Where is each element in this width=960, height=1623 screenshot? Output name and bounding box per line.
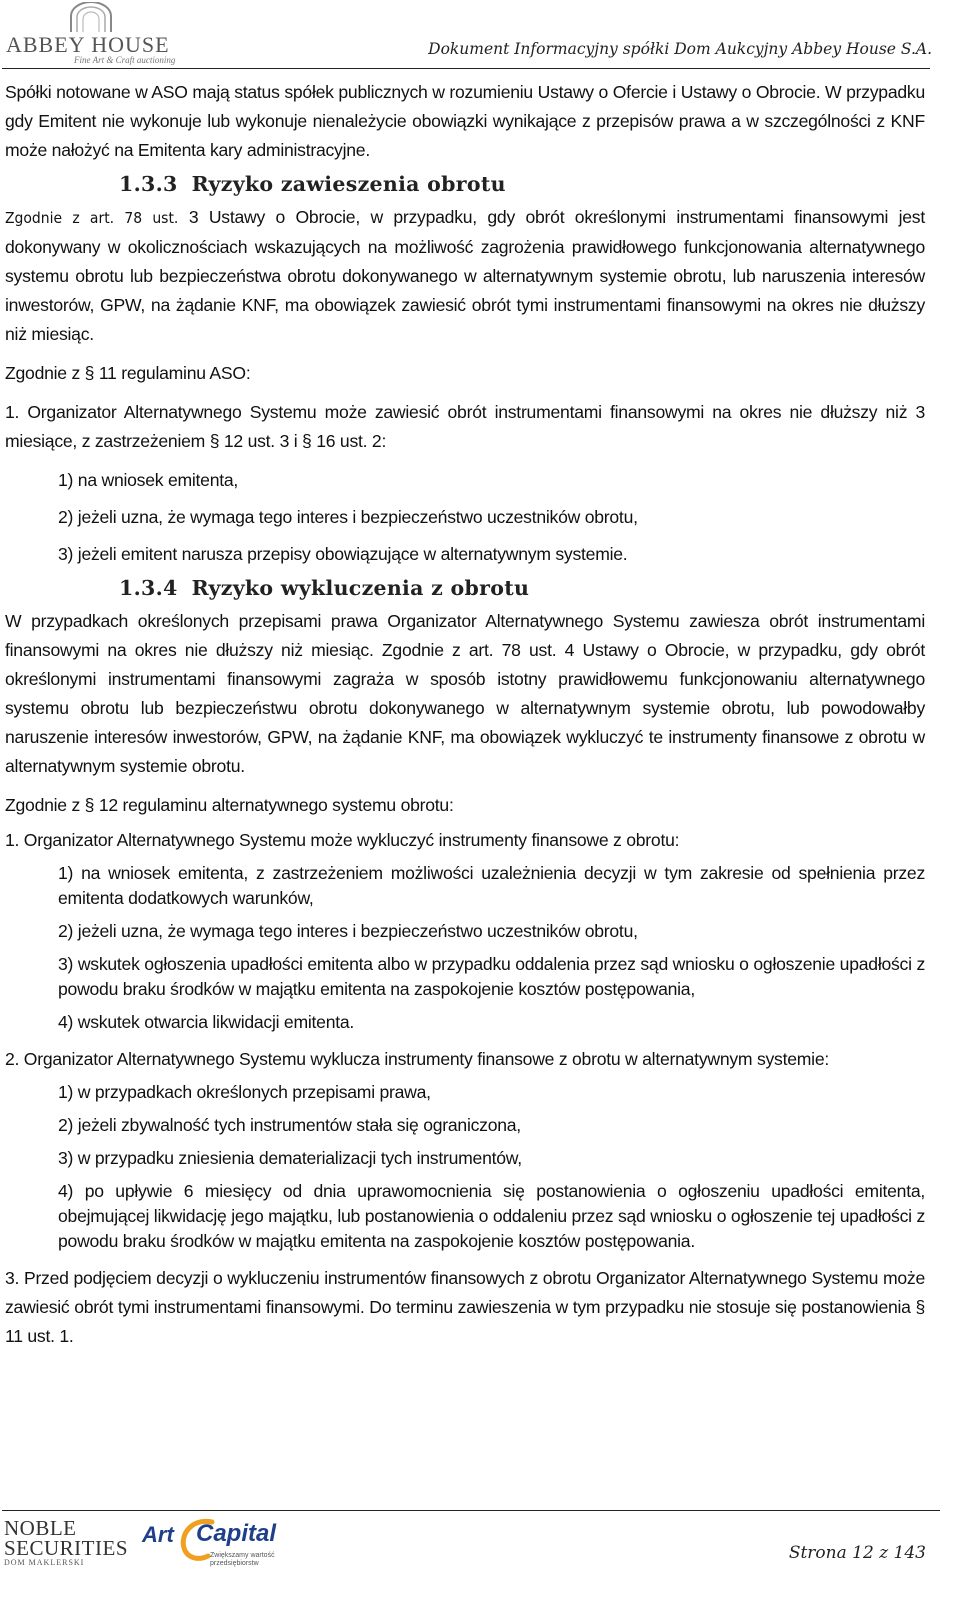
list-item: 3) jeżeli emitent narusza przepisy obowiązujące w alternatywnym systemie. <box>58 544 628 564</box>
page-header <box>0 0 960 72</box>
section-number: 1.3.4 <box>119 576 178 600</box>
list-item: 1) na wniosek emitenta, <box>58 470 239 490</box>
list-item: 4) wskutek otwarcia likwidacji emitenta. <box>58 1012 355 1032</box>
tagline-line: przedsiębiorstw <box>210 1560 259 1567</box>
paragraph-reference-12: Zgodnie z § 12 regulaminu alternatywnego systemu obrotu: <box>5 795 454 815</box>
list-suspension-grounds <box>5 466 925 569</box>
list-item: 1) na wniosek emitenta, z zastrzeżeniem możliwości uzależnienia decyzji w tym zakresie od spełnienia przez emitenta dodatkowych warunków, <box>58 863 925 908</box>
section-title: Ryzyko wykluczenia z obrotu <box>191 576 530 600</box>
list-item: 2) jeżeli uzna, że wymaga tego interes i bezpieczeństwo uczestników obrotu, <box>58 507 638 527</box>
list-exclusion-grounds <box>5 861 925 1035</box>
paragraph-clause-1: 1. Organizator Alternatywnego Systemu może wykluczyć instrumenty finansowe z obrotu: <box>5 830 680 850</box>
logo-capital: Capital <box>196 1520 277 1547</box>
list-item: 2) jeżeli zbywalność tych instrumentów stała się ograniczona, <box>58 1115 521 1135</box>
logo-name: ABBEY HOUSE <box>6 32 170 57</box>
list-item: 2) jeżeli uzna, że wymaga tego interes i bezpieczeństwo uczestników obrotu, <box>58 921 638 941</box>
logo-line: SECURITIES <box>4 1536 129 1560</box>
list-item: 4) po upływie 6 miesięcy od dnia uprawomocnienia się postanowienia o ogłoszeniu upadłości emitenta, obejmującej likwidację jego majątku, lub postanowienia o oddaleniu przez sąd wniosku o ogłoszenie tej upadłości z powodu braku środków w majątku emitenta na zaspokojenie kosztów postępowania. <box>58 1181 925 1251</box>
header-divider <box>2 68 930 69</box>
document-title: Dokument Informacyjny spółki Dom Aukcyjny Abbey House S.A. <box>428 40 932 58</box>
section-title: Ryzyko zawieszenia obrotu <box>191 172 506 196</box>
list-item: 1) w przypadkach określonych przepisami prawa, <box>58 1082 431 1102</box>
paragraph-clause-1: 1. Organizator Alternatywnego Systemu może zawiesić obrót instrumentami finansowymi na okres nie dłuższy niż 3 miesiące, z zastrzeżeniem § 12 ust. 3 i § 16 ust. 2: <box>5 402 925 451</box>
paragraph-art-78-3 <box>5 203 925 349</box>
list-mandatory-exclusion <box>5 1080 925 1254</box>
arch-icon <box>68 2 114 32</box>
paragraph-text: 3 Ustawy o Obrocie, w przypadku, gdy obrót określonymi instrumentami finansowymi jest dokonywany w okolicznościach wskazujących na możliwość zagrożenia prawidłowego funkcjonowania alternatywnego systemu obrotu lub bezpieczeństwa obrotu dokonywanego w alternatywnym systemie obrotu, lub naruszenia interesów inwestorów, GPW, na żądanie KNF, ma obowiązek zawiesić obrót tymi instrumentami finansowymi na okres nie dłuższy niż miesiąc. <box>5 207 925 344</box>
logo-line: NOBLE <box>4 1516 77 1540</box>
tagline-line: Zwiększamy wartość <box>210 1552 275 1559</box>
logo-line: DOM MAKLERSKI <box>4 1558 85 1567</box>
section-heading-1-3-4 <box>5 573 925 603</box>
paragraph-reference-11: Zgodnie z § 11 regulaminu ASO: <box>5 363 251 383</box>
abbey-house-logo <box>4 2 179 64</box>
document-body <box>5 78 925 1351</box>
paragraph-clause-2: 2. Organizator Alternatywnego Systemu wyklucza instrumenty finansowe z obrotu w alternatywnym systemie: <box>5 1049 829 1069</box>
art-capital-logo <box>142 1512 302 1567</box>
intro-paragraph: Spółki notowane w ASO mają status spółek publicznych w rozumieniu Ustawy o Ofercie i Ustawy o Obrocie. W przypadku gdy Emitent nie wykonuje lub wykonuje nienależycie obowiązki wynikające z przepisów prawa a w szczególności z KNF może nałożyć na Emitenta kary administracyjne. <box>5 82 925 160</box>
logo-tagline <box>210 1552 275 1568</box>
noble-securities-logo <box>4 1518 134 1568</box>
paragraph-lead: Zgodnie z art. 78 ust. <box>5 209 179 227</box>
paragraph-art-78-4: W przypadkach określonych przepisami prawa Organizator Alternatywnego Systemu zawiesza obrót instrumentami finansowymi na okres nie dłuższy niż miesiąc. Zgodnie z art. 78 ust. 4 Ustawy o Obrocie, w przypadku, gdy obrót określonymi instrumentami finansowymi zagraża w sposób istotny prawidłowemu funkcjonowaniu alternatywnego systemu obrotu lub bezpieczeństwu obrotu dokonywanego w alternatywnym systemie obrotu, lub powodowałby naruszenie interesów inwestorów, GPW, na żądanie KNF, ma obowiązek wykluczyć te instrumenty finansowe z obrotu w alternatywnym systemie obrotu. <box>5 611 925 776</box>
logo-art: Art <box>142 1522 174 1547</box>
page-number: Strona 12 z 143 <box>788 1543 926 1563</box>
footer-divider <box>2 1510 940 1511</box>
list-item: 3) w przypadku zniesienia dematerializacji tych instrumentów, <box>58 1148 522 1168</box>
section-number: 1.3.3 <box>119 172 178 196</box>
section-heading-1-3-3 <box>5 169 925 199</box>
list-item: 3) wskutek ogłoszenia upadłości emitenta albo w przypadku oddalenia przez sąd wniosku o ogłoszenie upadłości z powodu braku środków w majątku emitenta na zaspokojenie kosztów postępowania, <box>58 954 925 999</box>
logo-tagline: Fine Art & Craft auctioning <box>74 55 176 65</box>
paragraph-clause-3: 3. Przed podjęciem decyzji o wykluczeniu instrumentów finansowych z obrotu Organizator Alternatywnego Systemu może zawiesić obrót tymi instrumentami finansowymi. Do terminu zawieszenia w tym przypadku nie stosuje się postanowienia § 11 ust. 1. <box>5 1268 925 1346</box>
